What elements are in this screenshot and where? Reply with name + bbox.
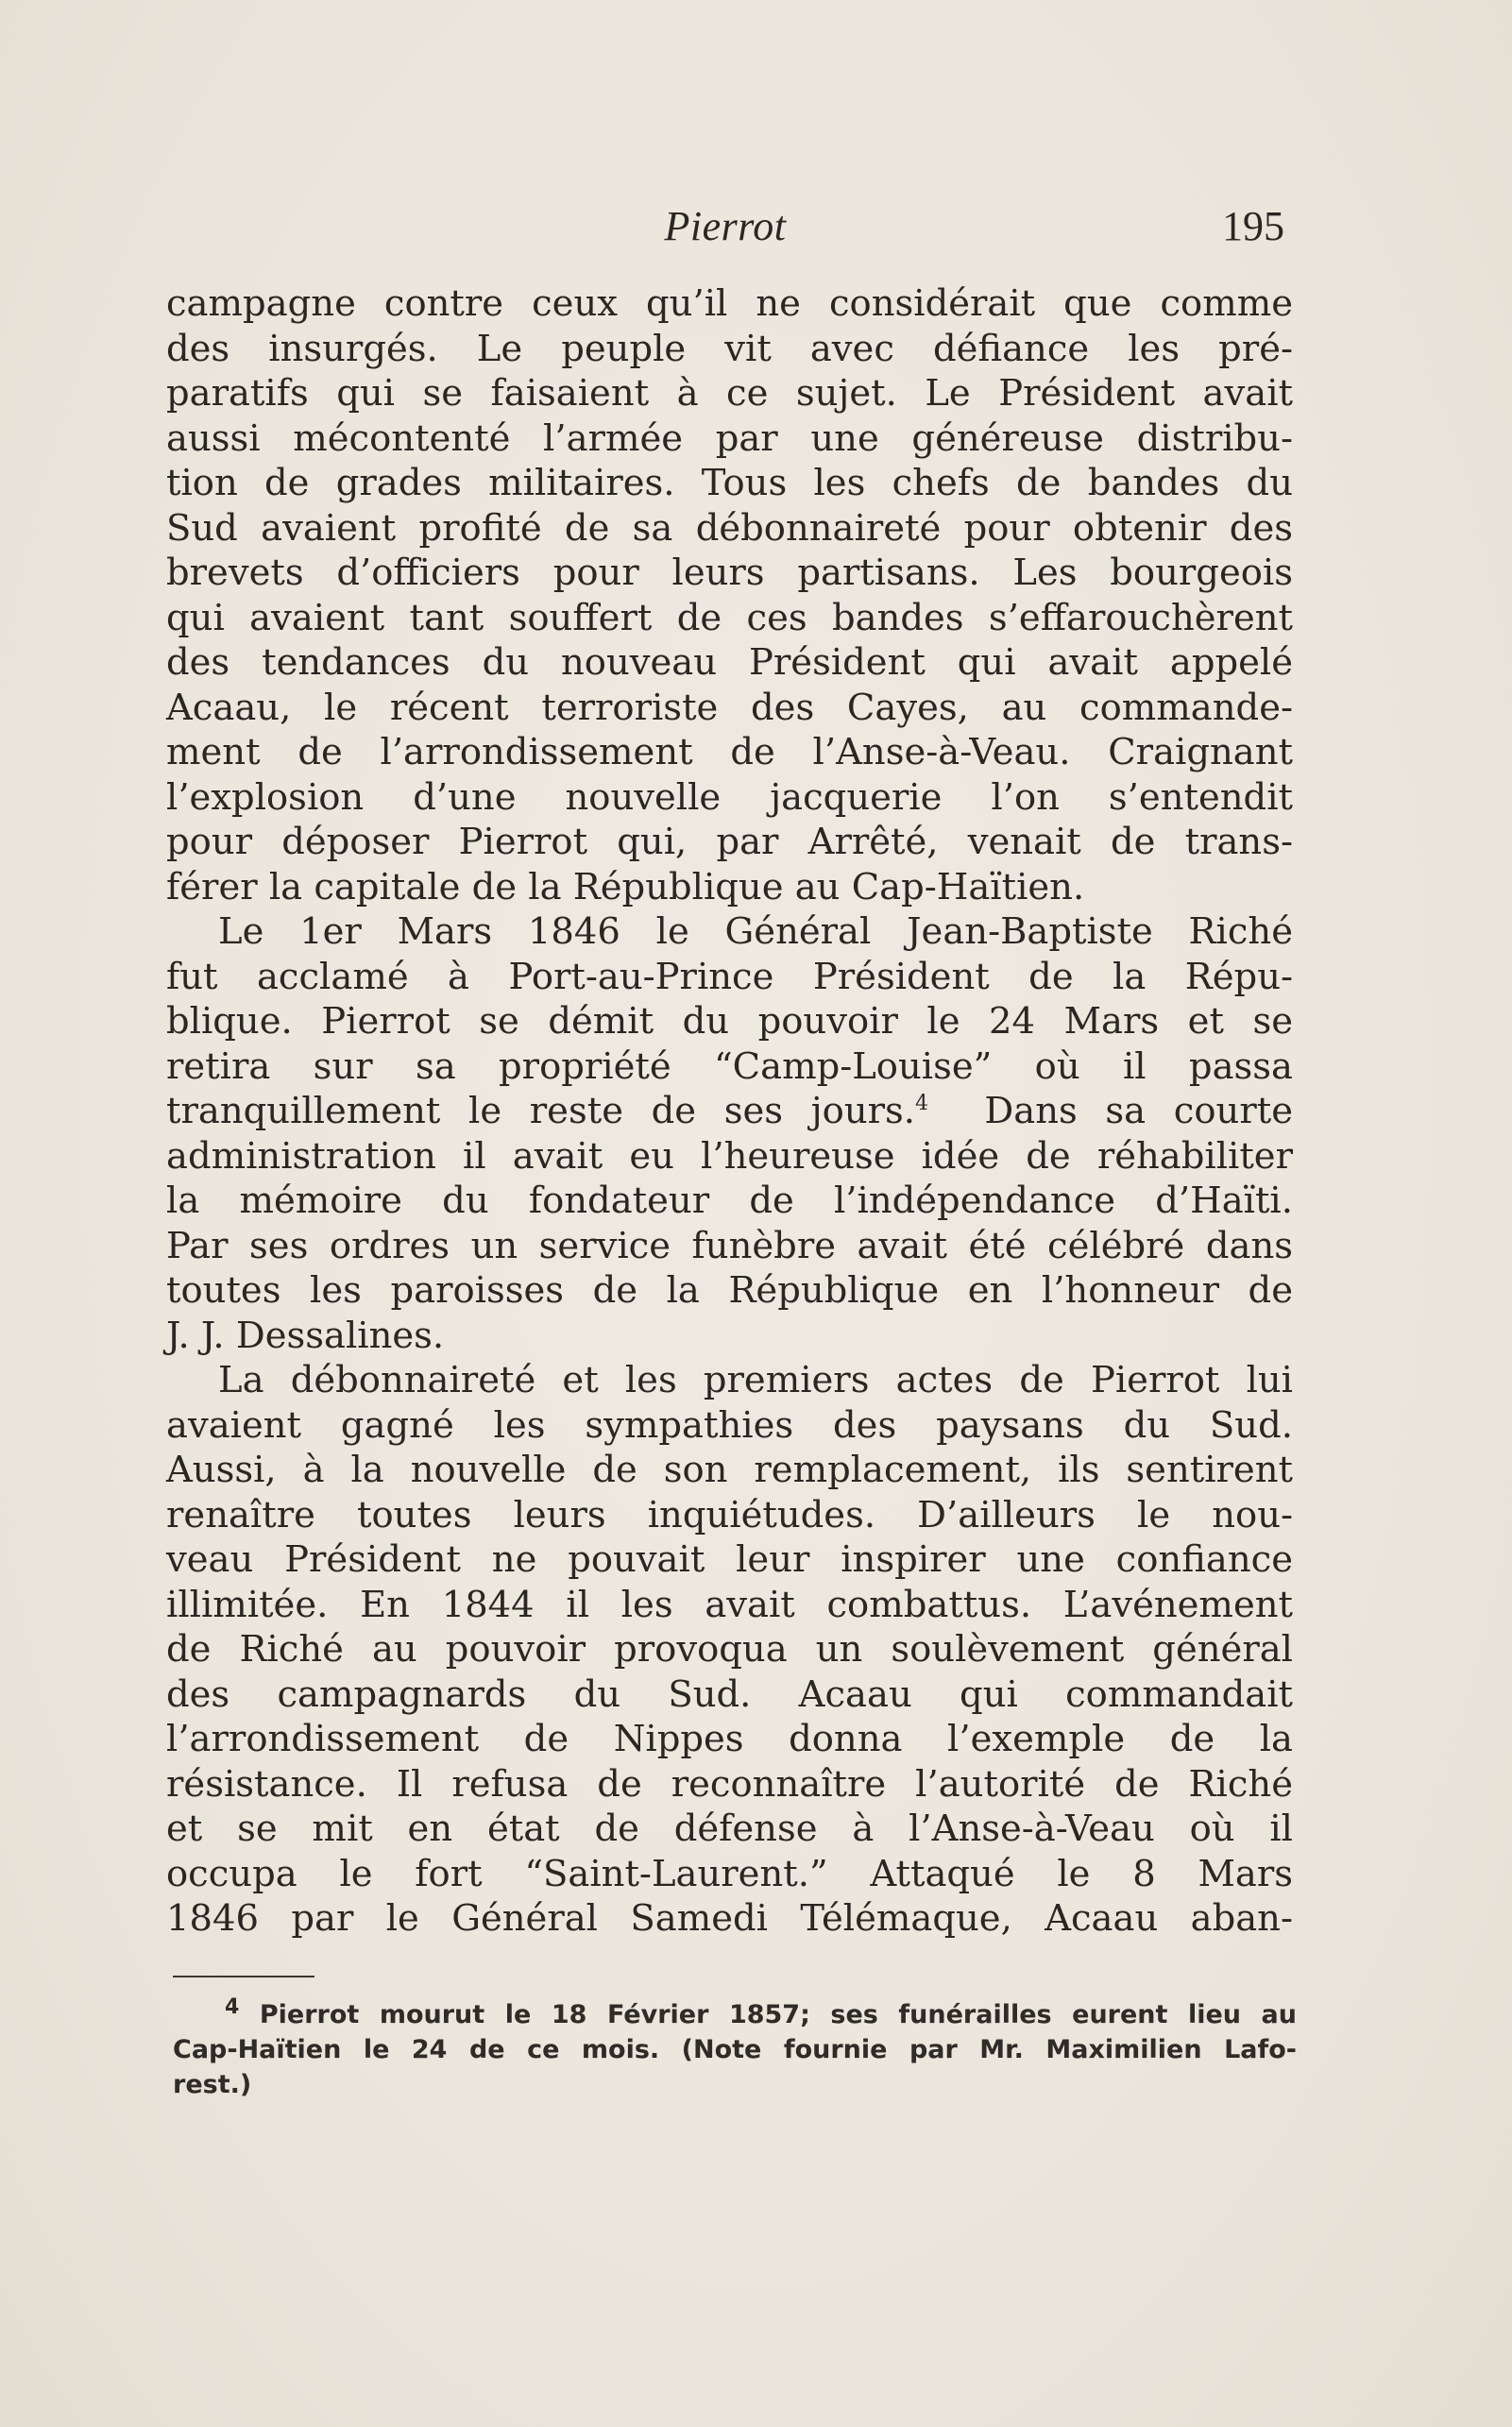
text-line: tion de grades militaires. Tous les chefs de bandes du: [166, 462, 1293, 504]
text-line: la mémoire du fondateur de l’indépendance d’Haïti.: [166, 1180, 1293, 1222]
text-line: aussi mécontenté l’armée par une généreuse distribu-: [166, 416, 1293, 460]
text-line: toutes les paroisses de la République en l’honneur de: [166, 1269, 1293, 1312]
text-line: renaître toutes leurs inquiétudes. D’ailleurs le nou-: [166, 1493, 1293, 1536]
footnote-reference: 4: [915, 1092, 929, 1116]
text-line: Aussi, à la nouvelle de son remplacement, ils sentirent: [166, 1449, 1293, 1491]
text-line: des tendances du nouveau Président qui avait appelé: [166, 641, 1293, 684]
text-segment: Dans sa courte: [984, 1090, 1293, 1132]
running-head: [166, 200, 1284, 253]
footnote-marker: 4: [225, 1995, 240, 2019]
footnote-divider: [173, 1976, 314, 1977]
body-text: [166, 281, 1293, 1942]
running-title: Pierrot: [664, 203, 787, 249]
text-line: illimitée. En 1844 il les avait combattus. L’avénement: [166, 1583, 1293, 1626]
footnote: [173, 1997, 1297, 2102]
text-line: résistance. Il refusa de reconnaître l’autorité de Riché: [166, 1762, 1293, 1806]
text-line: avaient gagné les sympathies des paysans du Sud.: [166, 1403, 1293, 1447]
text-line: des campagnards du Sud. Acaau qui commandait: [166, 1672, 1293, 1716]
text-line: des insurgés. Le peuple vit avec défiance les pré-: [166, 327, 1293, 370]
text-line: férer la capitale de la République au Cap-Haïtien.: [166, 865, 1085, 908]
text-line: et se mit en état de défense à l’Anse-à-Veau où il: [166, 1808, 1293, 1850]
text-line: qui avaient tant souffert de ces bandes s’effarouchèrent: [166, 596, 1293, 639]
footnote-text: Pierrot mourut le 18 Février 1857; ses funérailles eurent lieu au: [259, 2000, 1297, 2029]
text-line: de Riché au pouvoir provoqua un soulèvement général: [166, 1628, 1293, 1671]
footnote-line: Cap-Haïtien le 24 de ce mois. (Note fournie par Mr. Maximilien Lafo-: [173, 2035, 1297, 2064]
page-number: 195: [1222, 203, 1284, 249]
text-line-with-footnote: [166, 1089, 1293, 1134]
text-line: paratifs qui se faisaient à ce sujet. Le Président avait: [166, 372, 1293, 415]
text-line: Le 1er Mars 1846 le Général Jean-Baptiste Riché: [218, 910, 1293, 953]
text-line: blique. Pierrot se démit du pouvoir le 24 Mars et se: [166, 1000, 1293, 1043]
text-line: La débonnaireté et les premiers actes de Pierrot lui: [218, 1359, 1293, 1401]
text-line: brevets d’officiers pour leurs partisans. Les bourgeois: [166, 552, 1293, 594]
footnote-line: rest.): [173, 2070, 252, 2099]
text-line: pour déposer Pierrot qui, par Arrêté, venait de trans-: [166, 821, 1293, 863]
text-line: retira sur sa propriété “Camp-Louise” où il passa: [166, 1044, 1293, 1088]
text-line: administration il avait eu l’heureuse idée de réhabiliter: [166, 1134, 1293, 1178]
text-line: l’arrondissement de Nippes donna l’exemple de la: [166, 1718, 1293, 1760]
footnote-line: [173, 1997, 1297, 2032]
text-line: Par ses ordres un service funèbre avait été célébré dans: [166, 1224, 1293, 1267]
text-line: campagne contre ceux qu’il ne considérait que comme: [166, 282, 1293, 325]
text-line: J. J. Dessalines.: [166, 1314, 445, 1357]
text-line: veau Président ne pouvait leur inspirer une confiance: [166, 1538, 1293, 1581]
text-line: 1846 par le Général Samedi Télémaque, Acaau aban-: [166, 1897, 1293, 1940]
text-line: occupa le fort “Saint-Laurent.” Attaqué le 8 Mars: [166, 1852, 1293, 1895]
text-line: fut acclamé à Port-au-Prince Président de la Répu-: [166, 955, 1293, 998]
text-segment: tranquillement le reste de ses jours.: [166, 1090, 916, 1132]
text-line: ment de l’arrondissement de l’Anse-à-Veau. Craignant: [166, 731, 1293, 773]
text-line: Acaau, le récent terroriste des Cayes, au commande-: [166, 686, 1293, 729]
text-line: Sud avaient profité de sa débonnaireté pour obtenir des: [166, 506, 1293, 550]
text-line: l’explosion d’une nouvelle jacquerie l’on s’entendit: [166, 775, 1293, 819]
